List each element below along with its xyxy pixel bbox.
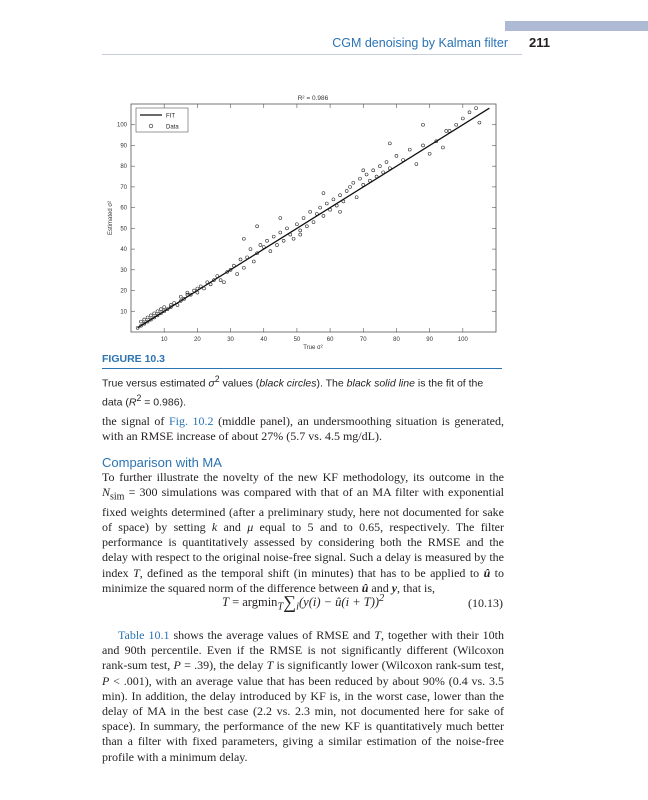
caption-part: values ( xyxy=(219,377,260,390)
text-run: , that is, xyxy=(397,580,436,595)
y-tick-label: 60 xyxy=(120,205,127,212)
eq-op: = argmin xyxy=(228,595,278,609)
eq-sup: 2 xyxy=(379,592,385,604)
legend-box xyxy=(136,108,188,132)
data-point xyxy=(385,161,388,164)
data-point xyxy=(242,266,245,269)
text-run: equal to 5 and to 0.65, respectively. The filter performance is quantitatively assessed by considering both the RMSE and the delay with respect to the original noise-free signal. Such a delay is measured by the index xyxy=(102,520,505,580)
data-point xyxy=(159,308,162,311)
caption-sigma: σ xyxy=(208,377,215,390)
data-point xyxy=(236,272,239,275)
legend xyxy=(136,108,188,132)
data-point xyxy=(259,243,262,246)
data-point xyxy=(186,291,189,294)
data-point xyxy=(149,314,152,317)
data-point xyxy=(146,316,149,319)
table-link[interactable]: Table 10.1 xyxy=(118,628,170,642)
caption-r: R xyxy=(128,396,137,408)
data-point xyxy=(352,181,355,184)
x-tick-label: 100 xyxy=(457,337,468,343)
data-point xyxy=(322,214,325,217)
data-point xyxy=(468,111,471,114)
x-tick-label: 50 xyxy=(293,337,301,343)
data-point xyxy=(372,169,375,172)
caption-part: ). The xyxy=(316,377,347,390)
data-point xyxy=(478,121,481,124)
math-sub: sim xyxy=(110,491,125,503)
text-run: is significantly lower (Wilcoxon rank-sum test, xyxy=(273,658,504,673)
math-var: N xyxy=(102,485,111,500)
data-point xyxy=(249,248,252,251)
y-tick-label: 100 xyxy=(116,122,127,129)
x-tick-label: 10 xyxy=(160,337,168,343)
caption-italic: black circles xyxy=(259,377,317,390)
text-run: the signal of xyxy=(102,414,169,428)
math-var: μ xyxy=(247,520,254,534)
data-point xyxy=(349,185,352,188)
data-point xyxy=(322,192,325,195)
running-head-title: CGM denoising by Kalman filter xyxy=(332,36,508,50)
math-var: T xyxy=(266,658,274,673)
data-point xyxy=(295,223,298,226)
x-tick-label: 80 xyxy=(393,337,400,343)
text-run: , together with their 10th and 90th percentile. Even if the RMSE is not significantly different (Wilcoxon rank-sum test, xyxy=(102,628,504,673)
y-tick-label: 80 xyxy=(120,164,127,171)
x-tick-label: 20 xyxy=(194,337,201,343)
text-run: and xyxy=(217,520,248,534)
text-run: , defined as the temporal shift (in minutes) that has to be applied to xyxy=(139,565,484,580)
data-point xyxy=(415,163,418,166)
figure-link[interactable]: Fig. 10.2 xyxy=(168,414,214,428)
header-rule xyxy=(102,54,522,55)
x-tick-label: 60 xyxy=(326,337,334,343)
data-point xyxy=(428,152,431,155)
math-var: y xyxy=(391,580,398,595)
text-run: < .001), with an average value that has been reduced by about 90% (0.4 vs. 3.5 min). In addition, the delay introduced by KF is, in the worst case, lower than the delay of MA in the best case (2.2 vs. 2.3 min, not documented here for sake of space). In summary, the performance of the new KF is quantitatively much better than a filter with fixed parameters, giving a similar estimation of the noise-free profile with a minimum delay. xyxy=(102,673,504,764)
text-run: and xyxy=(368,580,392,595)
data-point xyxy=(179,295,182,298)
data-point xyxy=(325,202,328,205)
data-point xyxy=(408,148,411,151)
y-tick-label: 90 xyxy=(120,143,127,150)
data-point xyxy=(355,196,358,199)
caption-part: is the fit of the data ( xyxy=(102,377,484,408)
math-var: k xyxy=(211,520,218,534)
text-run: to minimize the squared norm of the difference between xyxy=(102,565,504,595)
legend-data-label: Data xyxy=(166,124,179,131)
data-point xyxy=(445,129,448,132)
math-var: T xyxy=(374,628,381,642)
data-point xyxy=(299,229,302,232)
eq-sum-sub: i xyxy=(296,601,299,613)
data-point xyxy=(319,206,322,209)
paragraph-comparison xyxy=(102,470,504,596)
x-axis-ticks xyxy=(161,104,469,343)
paragraph-results xyxy=(102,628,504,765)
text-run: shows the average values of RMSE and xyxy=(169,628,375,642)
text-run: = .39), the delay xyxy=(180,658,267,673)
x-tick-label: 30 xyxy=(227,337,234,343)
data-point xyxy=(139,320,142,323)
equation xyxy=(222,592,384,613)
y-tick-label: 50 xyxy=(120,226,127,233)
caption-sup: 2 xyxy=(136,392,142,403)
figure-label: FIGURE 10.3 xyxy=(102,353,166,365)
data-point xyxy=(358,177,361,180)
caption-part: True versus estimated xyxy=(102,377,209,390)
page-number: 211 xyxy=(529,35,550,50)
data-point xyxy=(299,233,302,236)
data-point xyxy=(222,281,225,284)
figure-caption xyxy=(102,372,506,409)
data-point xyxy=(219,279,222,282)
data-point xyxy=(395,154,398,157)
data-point xyxy=(422,123,425,126)
data-point xyxy=(292,237,295,240)
y-tick-label: 10 xyxy=(120,309,127,316)
data-point xyxy=(285,227,288,230)
eq-body: (y(i) − û(i + T)) xyxy=(298,595,380,609)
data-point xyxy=(339,210,342,213)
math-var: û xyxy=(483,565,491,580)
data-point xyxy=(305,225,308,228)
y-tick-label: 40 xyxy=(120,247,127,254)
data-point xyxy=(309,210,312,213)
math-var: P xyxy=(173,658,181,673)
text-run: (middle panel), an undersmoothing situation is generated, with an RMSE increase of about 27% (5.7 vs. 4.5 mg/dL). xyxy=(102,414,504,444)
data-point xyxy=(388,142,391,145)
text-run: To further illustrate the novelty of the new KF methodology, its outcome in the xyxy=(102,470,504,484)
caption-italic: black solid line xyxy=(346,377,415,390)
y-axis-ticks xyxy=(117,123,496,316)
data-point xyxy=(312,221,315,224)
data-point xyxy=(272,235,275,238)
data-point xyxy=(422,144,425,147)
data-point xyxy=(302,217,305,220)
data-point xyxy=(362,169,365,172)
fit-line xyxy=(138,108,490,328)
data-point xyxy=(163,306,166,309)
figure-rule xyxy=(102,368,502,369)
data-point xyxy=(455,123,458,126)
data-point xyxy=(279,231,282,234)
caption-part: = 0.986). xyxy=(141,396,186,408)
data-point xyxy=(269,250,272,253)
x-axis-label: True σ² xyxy=(303,345,323,351)
data-point xyxy=(365,173,368,176)
y-tick-label: 70 xyxy=(120,184,127,191)
math-var: P xyxy=(102,673,110,688)
y-tick-label: 20 xyxy=(120,288,127,295)
eq-sum: ∑ xyxy=(283,592,297,612)
data-point xyxy=(282,239,285,242)
y-axis-label: Estimated σ² xyxy=(108,200,114,236)
data-point xyxy=(461,117,464,120)
data-point xyxy=(276,243,279,246)
text-run: = 300 simulations was compared with that of an MA filter with exponential fixed weights determined (after a preliminary study, here not documented for sake of space) by setting xyxy=(102,485,504,534)
legend-fit-label: FIT xyxy=(166,113,175,120)
data-point xyxy=(475,107,478,110)
caption-sup: 2 xyxy=(214,374,220,384)
data-point xyxy=(143,318,146,321)
math-var: û xyxy=(361,580,369,595)
data-point xyxy=(153,312,156,315)
data-point xyxy=(345,190,348,193)
scatter-chart xyxy=(96,88,506,353)
x-tick-label: 70 xyxy=(359,337,367,343)
eq-sub: T xyxy=(277,601,284,613)
eq-lhs: T xyxy=(222,595,229,609)
data-point xyxy=(441,146,444,149)
section-title: Comparison with MA xyxy=(102,455,222,470)
data-point xyxy=(239,258,242,261)
data-point xyxy=(252,260,255,263)
data-point xyxy=(156,310,159,313)
paragraph-undersmoothing xyxy=(102,414,504,444)
x-tick-label: 90 xyxy=(426,337,433,343)
data-point xyxy=(266,239,269,242)
equation-number: (10.13) xyxy=(468,596,503,610)
data-point xyxy=(279,217,282,220)
data-point xyxy=(256,225,259,228)
data-point xyxy=(378,165,381,168)
y-tick-label: 30 xyxy=(120,267,127,274)
x-tick-label: 40 xyxy=(260,337,268,343)
math-var: T xyxy=(133,565,140,580)
header-accent-bar xyxy=(505,21,648,31)
data-point xyxy=(332,198,335,201)
chart-title: R² = 0.986 xyxy=(297,95,329,102)
data-point xyxy=(242,237,245,240)
data-point xyxy=(339,194,342,197)
